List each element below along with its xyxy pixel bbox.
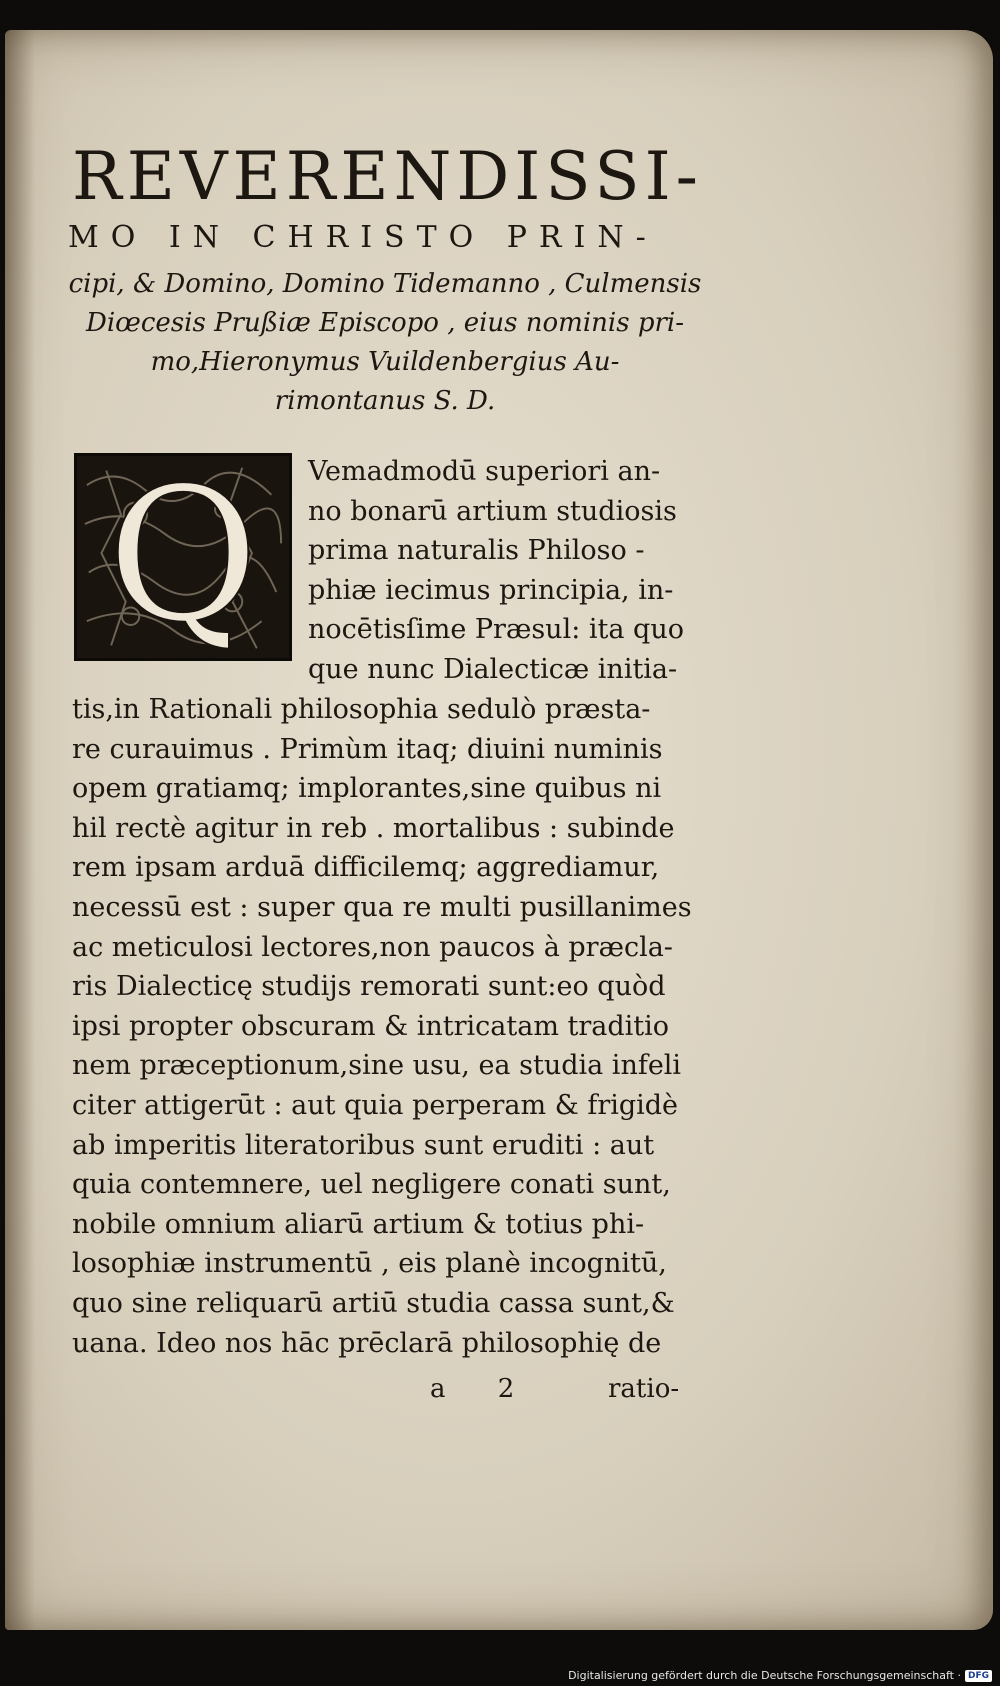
dedication-line: cipi, & Domino, Domino Tidemanno , Culmensis (68, 269, 702, 299)
catchword: ratio- (608, 1374, 680, 1404)
body-line: hil rectè agitur in reb . mortalibus : subinde (72, 812, 675, 844)
body-line: nem præceptionum,sine usu, ea studia infeli (72, 1050, 682, 1082)
body-line: phiæ iecimus principia, in- (308, 574, 674, 606)
dfg-logo: DFG (965, 1670, 992, 1682)
dedication-line: Diœcesis Prußiæ Episcopo , eius nominis pri- (86, 308, 684, 338)
heading-line-2: MO IN CHRISTO PRIN- (68, 220, 658, 255)
body-line: re curauimus . Primùm itaq; diuini numinis (72, 733, 663, 765)
credit-text: Digitalisierung gefördert durch die Deutsche Forschungsgemeinschaft · (568, 1669, 961, 1682)
body-line: opem gratiamq; implorantes,sine quibus ni (72, 773, 662, 805)
decorated-initial (74, 453, 292, 661)
body-line: quo sine reliquarū artiū studia cassa sunt,& (72, 1287, 675, 1319)
body-line: que nunc Dialecticæ initia- (308, 653, 678, 685)
decorated-initial-art (77, 456, 289, 658)
body-line: uana. Ideo nos hāc prēclarā philosophię de (72, 1327, 662, 1359)
digitization-credit (568, 1669, 992, 1682)
body-line: tis,in Rationali philosophia sedulò præsta- (72, 694, 651, 725)
body-line: ac meticulosi lectores,non paucos à præcla- (72, 931, 673, 963)
dedication-line: rimontanus S. D. (274, 386, 496, 416)
heading-line-1: REVERENDISSI- (72, 138, 703, 215)
body-line: nocētisſime Præsul: ita quo (308, 614, 684, 646)
body-line: no bonarū artium studiosis (308, 495, 677, 527)
body-line: nobile omnium aliarū artium & totius phi- (72, 1208, 645, 1240)
body-line: losophiæ instrumentū , eis planè incognitū, (72, 1248, 667, 1280)
body-line: quia contemnere, uel negligere conati sunt, (72, 1169, 671, 1201)
signature-mark: a 2 (430, 1374, 537, 1404)
body-line: prima naturalis Philoso - (308, 535, 645, 567)
body-line: rem ipsam arduā difficilemq; aggrediamur, (72, 852, 660, 884)
body-line: citer attigerūt : aut quia perperam & frigidè (72, 1089, 679, 1121)
body-first-block (308, 452, 703, 690)
body-line: ris Dialecticę studijs remorati sunt:eo quòd (72, 971, 666, 1003)
initial-letter-glyph: Q (107, 456, 259, 658)
page-gutter-shadow (5, 30, 35, 1630)
body-line: ab imperitis literatoribus sunt eruditi : aut (72, 1129, 655, 1161)
body-main-block (72, 690, 702, 1363)
dedication-line: mo,Hieronymus Vuildenbergius Au- (150, 347, 620, 377)
body-line: Vemadmodū superiori an- (308, 456, 661, 487)
body-line: ipsi propter obscuram & intricatam traditio (72, 1010, 670, 1042)
dedication-block (60, 265, 710, 421)
body-line: necessū est : super qua re multi pusillanimes (72, 891, 692, 923)
